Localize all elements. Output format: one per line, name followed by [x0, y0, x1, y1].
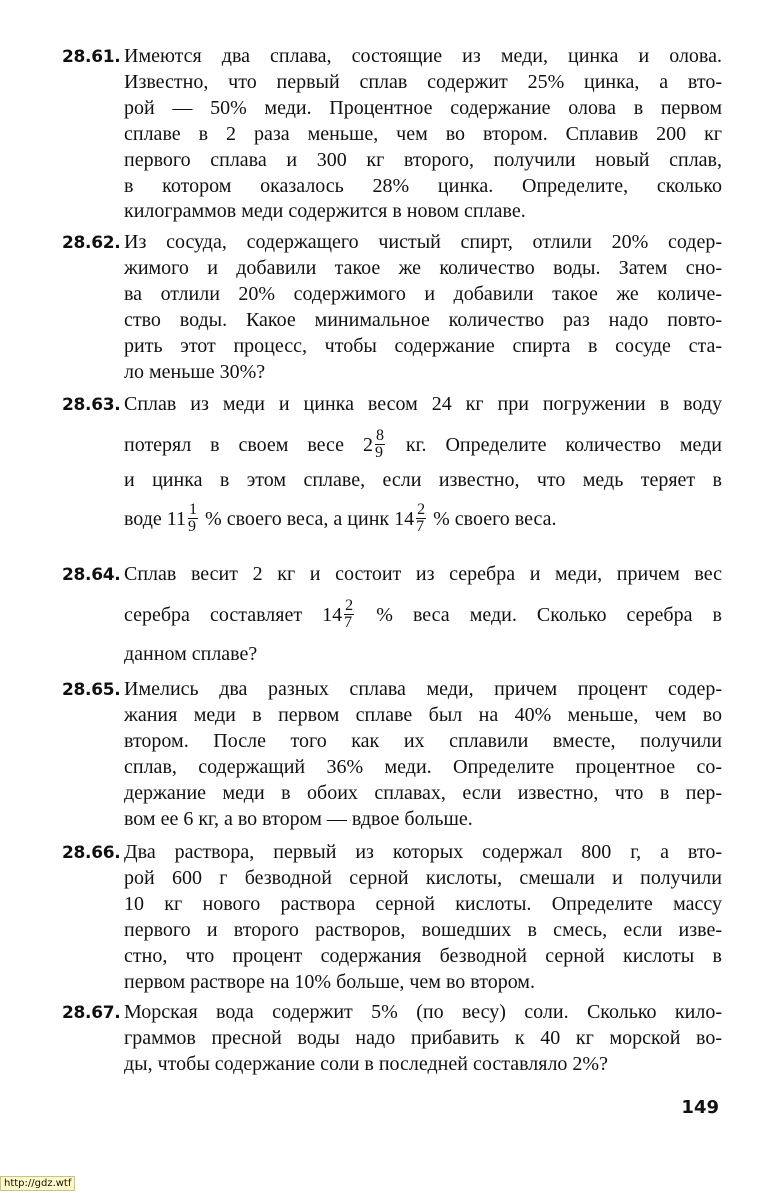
problem-number: 28.67. — [62, 1003, 121, 1023]
text-line — [124, 596, 722, 634]
text-run: % своего веса. — [428, 507, 557, 530]
text-line: рой 600 г безводной серной кислоты, смешали и получили — [124, 866, 722, 889]
fraction-numerator: 2 — [345, 596, 354, 614]
text-line: вом ее 6 кг, а во втором — вдвое больше. — [124, 807, 473, 830]
text-line: первого сплава и 300 кг второго, получили новый сплав, — [124, 148, 722, 171]
fraction — [188, 502, 198, 535]
watermark-link[interactable]: http://gdz.wtf — [0, 1176, 75, 1191]
text-line: жания меди в первом сплаве был на 40% меньше, чем во — [124, 703, 722, 726]
page-number: 149 — [681, 1097, 719, 1118]
problem-text — [124, 230, 722, 385]
text-line — [124, 500, 722, 538]
fraction-denominator: 9 — [188, 517, 197, 535]
problem-number: 28.64. — [62, 565, 121, 585]
fraction-numerator: 2 — [417, 500, 426, 518]
text-line: килограммов меди содержится в новом сплаве. — [124, 200, 526, 223]
problem-number: 28.65. — [62, 680, 121, 700]
text-line: ды, чтобы содержание соли в последней составляло 2%? — [124, 1052, 608, 1075]
text-line — [124, 426, 722, 464]
problem-text — [124, 562, 722, 668]
fraction-denominator: 9 — [374, 443, 383, 461]
fraction — [344, 598, 354, 631]
fraction-numerator: 8 — [375, 426, 384, 444]
problem-number: 28.61. — [62, 47, 121, 67]
text-line: рить этот процесс, чтобы содержание спирта в сосуде ста- — [124, 334, 722, 357]
text-line: Имелись два разных сплава меди, причем процент содер- — [124, 678, 722, 700]
text-line: 10 кг нового раствора серной кислоты. Определите массу — [124, 892, 722, 915]
text-run: воде 11 — [124, 507, 187, 530]
text-run: % веса меди. Сколько серебра в — [356, 603, 722, 626]
text-line: держание меди в обоих сплавах, если известно, что в пер- — [124, 781, 722, 804]
text-line: и цинка в этом сплаве, если известно, что медь теряет в — [124, 468, 722, 491]
text-line: сплаве в 2 раза меньше, чем во втором. Сплавив 200 кг — [124, 122, 722, 145]
text-line: данном сплаве? — [124, 642, 258, 665]
text-run: серебра составляет 14 — [124, 603, 343, 626]
fraction — [375, 428, 385, 461]
text-line: Из сосуда, содержащего чистый спирт, отлили 20% содер- — [124, 231, 722, 253]
problem-number: 28.62. — [62, 233, 121, 253]
text-line: первом растворе на 10% больше, чем во втором. — [124, 970, 535, 993]
text-line: Известно, что первый сплав содержит 25% цинка, а вто- — [124, 70, 722, 93]
text-line: втором. После того как их сплавили вместе, получили — [124, 729, 722, 752]
text-line: сплав, содержащий 36% меди. Определите процентное со- — [124, 755, 722, 778]
fraction-denominator: 7 — [344, 613, 353, 631]
text-line: в котором оказалось 28% цинка. Определите, сколько — [124, 174, 722, 197]
fraction-numerator: 1 — [189, 500, 198, 518]
text-line: Морская вода содержит 5% (по весу) соли. Сколько кило- — [124, 1001, 722, 1023]
problem-text — [124, 44, 722, 225]
text-line: жимого и добавили такое же количество воды. Затем сно- — [124, 256, 722, 279]
text-run: % своего веса, а цинк 14 — [200, 507, 415, 530]
text-line: Имеются два сплава, состоящие из меди, цинка и олова. — [124, 45, 722, 67]
text-line: первого и второго растворов, вошедших в смесь, если изве- — [124, 918, 722, 941]
problem-number: 28.63. — [62, 395, 121, 415]
text-line: стно, что процент содержания безводной серной кислоты в — [124, 944, 722, 967]
text-line: Сплав из меди и цинка весом 24 кг при погружении в воду — [124, 393, 722, 415]
text-line: рой — 50% меди. Процентное содержание олова в первом — [124, 96, 722, 119]
problem-text — [124, 677, 722, 832]
text-line: ство воды. Какое минимальное количество раз надо повто- — [124, 308, 722, 331]
fraction — [416, 502, 426, 535]
text-line: граммов пресной воды надо прибавить к 40 кг морской во- — [124, 1026, 722, 1049]
text-run: кг. Определите количество меди — [386, 433, 722, 456]
fraction-denominator: 7 — [416, 517, 425, 535]
text-line: ло меньше 30%? — [124, 360, 266, 383]
problem-number: 28.66. — [62, 843, 121, 863]
text-line: Два раствора, первый из которых содержал 800 г, а вто- — [124, 841, 722, 863]
text-run: потерял в своем весе 2 — [124, 433, 373, 456]
problem-text — [124, 1000, 722, 1078]
text-line: ва отлили 20% содержимого и добавили такое же количе- — [124, 282, 722, 305]
text-line: Сплав весит 2 кг и состоит из серебра и меди, причем вес — [124, 563, 722, 585]
problem-text — [124, 392, 722, 538]
problem-text — [124, 840, 722, 995]
